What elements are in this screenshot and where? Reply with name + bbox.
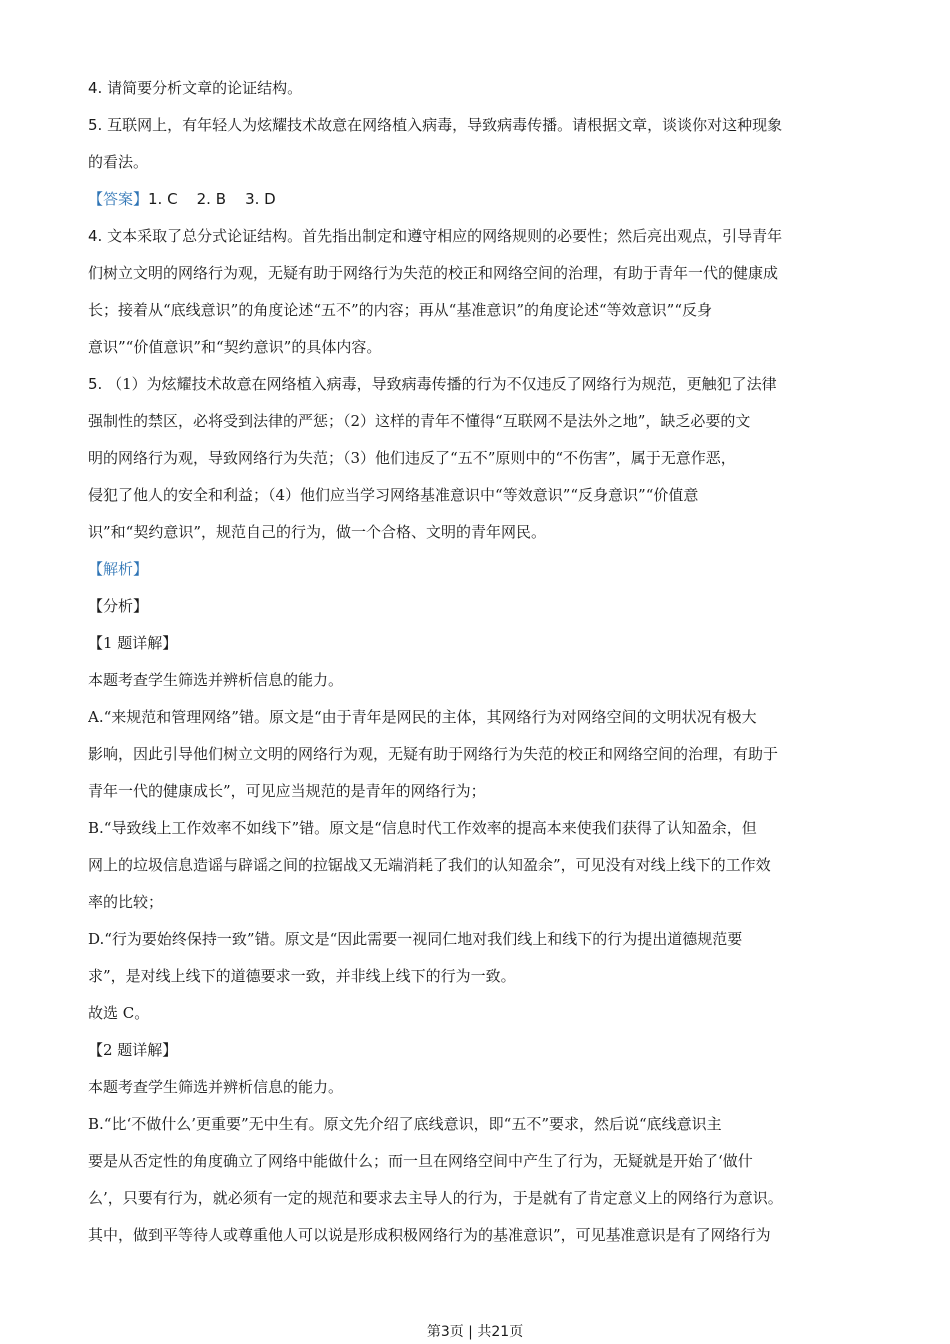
q2-option-b-line-2: 要是从否定性的角度确立了网络中能做什么；而一旦在网络空间中产生了行为，无疑就是开始了‘做什 — [88, 1152, 753, 1170]
answer-4-line-1: 4. 文本采取了总分式论证结构。首先指出制定和遵守相应的网络规则的必要性；然后亮出观点，引导青年 — [88, 227, 783, 245]
q2-option-b-line-1: B.“比‘不做什么’更重要”无中生有。原文先介绍了底线意识，即“五不”要求，然后说“底线意识主 — [88, 1115, 722, 1133]
answer-5-line-3: 明的网络行为观，导致网络行为失范；（3）他们违反了“五不”原则中的“不伤害”，属于无意作恶， — [88, 449, 736, 467]
jiexi-label: 【解析】 — [88, 560, 149, 578]
answer-5-line-5: 识”和“契约意识”，规范自己的行为，做一个合格、文明的青年网民。 — [88, 523, 547, 541]
page-footer: 第3页 | 共21页 — [426, 1324, 524, 1340]
answer-4-line-3: 长；接着从“底线意识”的角度论述“五不”的内容；再从“基准意识”的角度论述“等效意识”“反身 — [88, 301, 713, 319]
question-5-line-1: 5. 互联网上，有年轻人为炫耀技术故意在网络植入病毒，导致病毒传播。请根据文章，谈谈你对这种现象 — [88, 116, 783, 134]
q1-option-a-line-1: A.“来规范和管理网络”错。原文是“由于青年是网民的主体，其网络行为对网络空间的文明状况有极大 — [88, 708, 757, 726]
q2-intro: 本题考查学生筛选并辨析信息的能力。 — [88, 1078, 344, 1096]
total-page-count: 21 — [491, 1324, 510, 1340]
document-body — [88, 70, 868, 1254]
answer-5-line-4: 侵犯了他人的安全和利益；（4）他们应当学习网络基准意识中“等效意识”“反身意识”“价值意 — [88, 486, 699, 504]
q1-option-b-line-3: 率的比较； — [88, 893, 164, 911]
q1-heading: 【1 题详解】 — [88, 634, 178, 652]
answer-4-number: 4. — [88, 227, 103, 245]
answer-5-number: 5. — [88, 375, 103, 393]
question-4 — [88, 70, 868, 107]
q2-option-b-line-4: 其中，做到平等待人或尊重他人可以说是形成积极网络行为的基准意识”，可见基准意识是有了网络行为 — [88, 1226, 771, 1244]
question-5-number: 5. — [88, 116, 103, 134]
answer-4-line-4: 意识”“价值意识”和“契约意识”的具体内容。 — [88, 338, 382, 356]
q2-heading: 【2 题详解】 — [88, 1041, 178, 1059]
q1-option-d-line-2: 求”，是对线上线下的道德要求一致，并非线上线下的行为一致。 — [88, 967, 516, 985]
answer-values: 1. C 2. B 3. D — [148, 190, 276, 208]
fenxi-label: 【分析】 — [88, 597, 149, 615]
answer-label: 【答案】 — [88, 190, 149, 208]
question-5-line-2: 的看法。 — [88, 153, 149, 171]
q1-option-b-line-2: 网上的垃圾信息造谣与辟谣之间的拉锯战又无端消耗了我们的认知盈余”，可见没有对线上线下的工作效 — [88, 856, 771, 874]
q1-conclusion: 故选 C。 — [88, 1004, 150, 1022]
question-4-number: 4. — [88, 79, 103, 97]
answer-5-line-2: 强制性的禁区，必将受到法律的严惩；（2）这样的青年不懂得“互联网不是法外之地”，缺乏必要的文 — [88, 412, 751, 430]
q1-option-a-line-3: 青年一代的健康成长”，可见应当规范的是青年的网络行为； — [88, 782, 486, 800]
answer-line — [88, 181, 868, 218]
q1-intro: 本题考查学生筛选并辨析信息的能力。 — [88, 671, 344, 689]
q1-option-a-line-2: 影响，因此引导他们树立文明的网络行为观，无疑有助于网络行为失范的校正和网络空间的治理，有助于 — [88, 745, 779, 763]
current-page-number: 3 — [440, 1324, 450, 1340]
question-4-text: 请简要分析文章的论证结构。 — [107, 79, 303, 97]
q1-option-b-line-1: B.“导致线上工作效率不如线下”错。原文是“信息时代工作效率的提高本来使我们获得了认知盈余，但 — [88, 819, 757, 837]
answer-4-line-2: 们树立文明的网络行为观，无疑有助于网络行为失范的校正和网络空间的治理，有助于青年一代的健康成 — [88, 264, 779, 282]
q2-option-b-line-3: 么’，只要有行为，就必须有一定的规范和要求去主导人的行为，于是就有了肯定意义上的网络行为意识。 — [88, 1189, 783, 1207]
answer-5-line-1: 5. （1）为炫耀技术故意在网络植入病毒，导致病毒传播的行为不仅违反了网络行为规范，更触犯了法律 — [88, 375, 777, 393]
q1-option-d-line-1: D.“行为要始终保持一致”错。原文是“因此需要一视同仁地对我们线上和线下的行为提出道德规范要 — [88, 930, 743, 948]
